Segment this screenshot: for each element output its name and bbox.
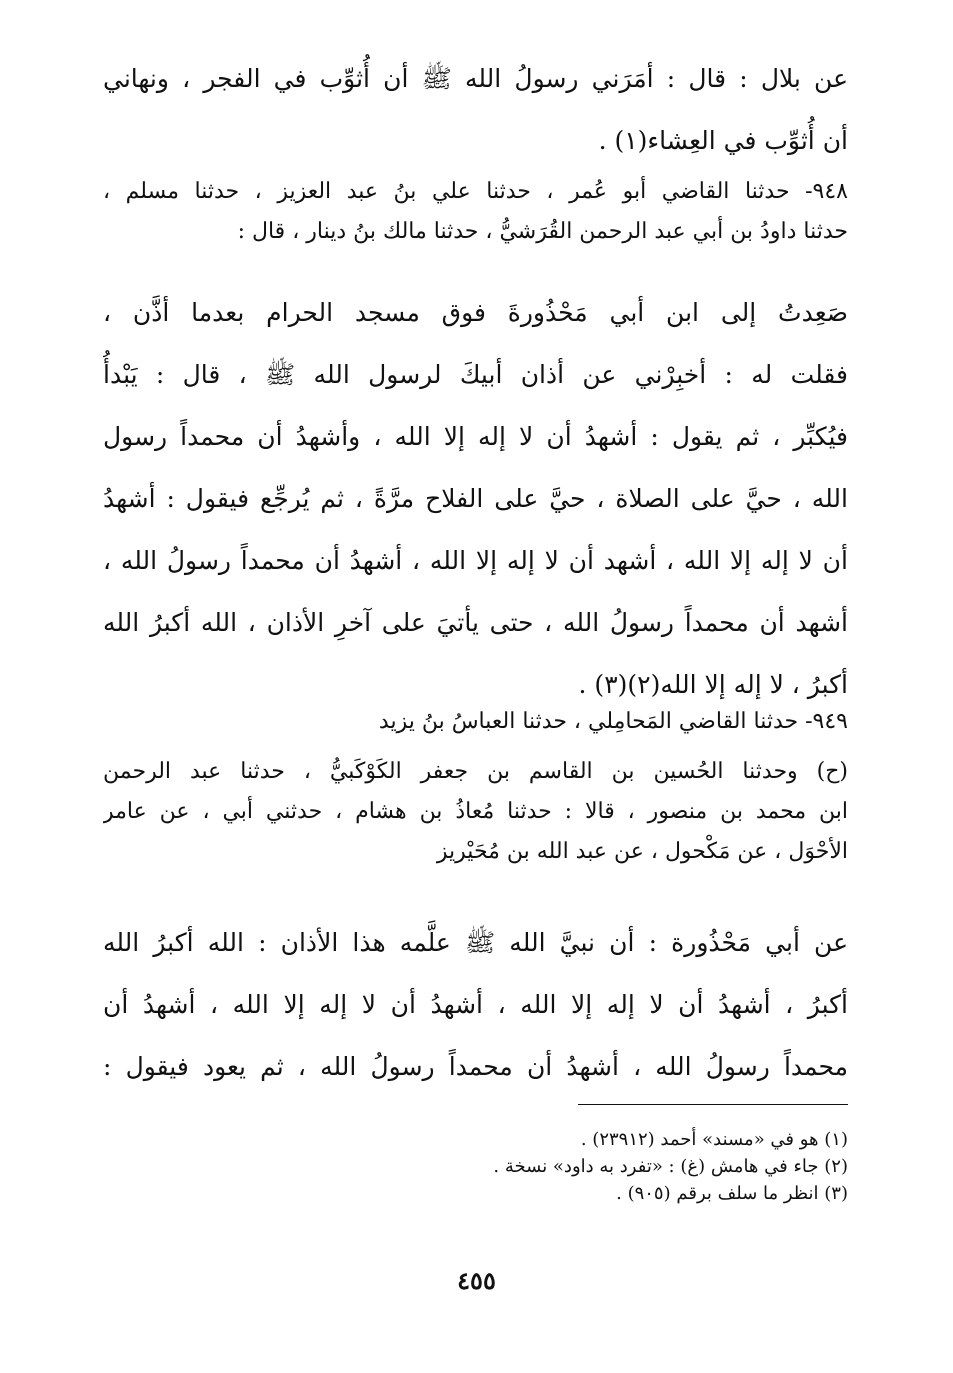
- bilal-hadith-text: [103, 48, 848, 172]
- text-line: حدثنا داودُ بن أبي عبد الرحمن القُرَشيُّ ، حدثنا مالك بنُ دينار ، قال :: [237, 219, 848, 244]
- text-line: ٩٤٨- حدثنا القاضي أبو عُمر ، حدثنا علي بنُ عبد العزيز ، حدثنا مسلم ،: [103, 179, 848, 204]
- text-line: أن أُثوِّب في العِشاء(١) .: [598, 126, 848, 155]
- text-line: عن بلال : قال : أمَرَني رسولُ الله ﷺ أن أُثوِّب في الفجر ، ونهاني: [103, 64, 848, 93]
- text-line: صَعِدتُ إلى ابن أبي مَحْذُورةَ فوق مسجد الحرام بعدما أذَّن ،: [103, 298, 848, 327]
- matn-948: [103, 282, 848, 716]
- footnote-separator: [578, 1104, 848, 1105]
- footnote: (٣) انظر ما سلف برقم (٩٠٥) .: [616, 1183, 848, 1204]
- matn-949: [103, 912, 848, 1098]
- text-line: الله ، حيَّ على الصلاة ، حيَّ على الفلاح مرَّةً ، ثم يُرجِّع فيقول : أشهدُ: [103, 484, 848, 513]
- text-line: (ح) وحدثنا الحُسين بن القاسم بن جعفر الكَوْكَبيُّ ، حدثنا عبد الرحمن: [103, 759, 848, 784]
- isnad-949: [103, 702, 848, 872]
- footnote: (١) هو في «مسند» أحمد (٢٣٩١٢) .: [580, 1129, 848, 1150]
- text-line: ٩٤٩- حدثنا القاضي المَحامِلي ، حدثنا العباسُ بنُ يزيد: [378, 709, 848, 734]
- text-line: عن أبي مَحْذُورة : أن نبيَّ الله ﷺ علَّمه هذا الأذان : الله أكبرُ الله: [103, 928, 848, 957]
- text-line: محمداً رسولُ الله ، أشهدُ أن محمداً رسولُ الله ، ثم يعود فيقول :: [103, 1052, 848, 1081]
- text-line: أكبرُ ، أشهدُ أن لا إله إلا الله ، أشهدُ أن لا إله إلا الله ، أشهدُ أن: [103, 990, 848, 1019]
- isnad-948: [103, 172, 848, 252]
- text-line: أشهد أن محمداً رسولُ الله ، حتى يأتيَ على آخرِ الأذان ، الله أكبرُ الله: [103, 608, 848, 637]
- page-number: ٤٥٥: [457, 1266, 496, 1295]
- text-line: الأحْوَل ، عن مَكْحول ، عن عبد الله بن مُحَيْريز: [436, 839, 848, 864]
- text-line: ابن محمد بن منصور ، قالا : حدثنا مُعاذُ بن هشام ، حدثني أبي ، عن عامر: [103, 799, 848, 824]
- text-line: فقلت له : أخبِرْني عن أذان أبيكَ لرسول الله ﷺ ، قال : يَبْدأُ: [103, 360, 848, 389]
- footnotes: [103, 1126, 848, 1207]
- text-line: أكبرُ ، لا إله إلا الله(٢)(٣) .: [578, 670, 848, 699]
- text-line: فيُكبِّر ، ثم يقول : أشهدُ أن لا إله إلا الله ، وأشهدُ أن محمداً رسول: [103, 422, 848, 451]
- footnote: (٢) جاء في هامش (غ) : «تفرد به داود» نسخة .: [493, 1156, 848, 1177]
- text-line: أن لا إله إلا الله ، أشهد أن لا إله إلا الله ، أشهدُ أن محمداً رسولُ الله ،: [103, 546, 848, 575]
